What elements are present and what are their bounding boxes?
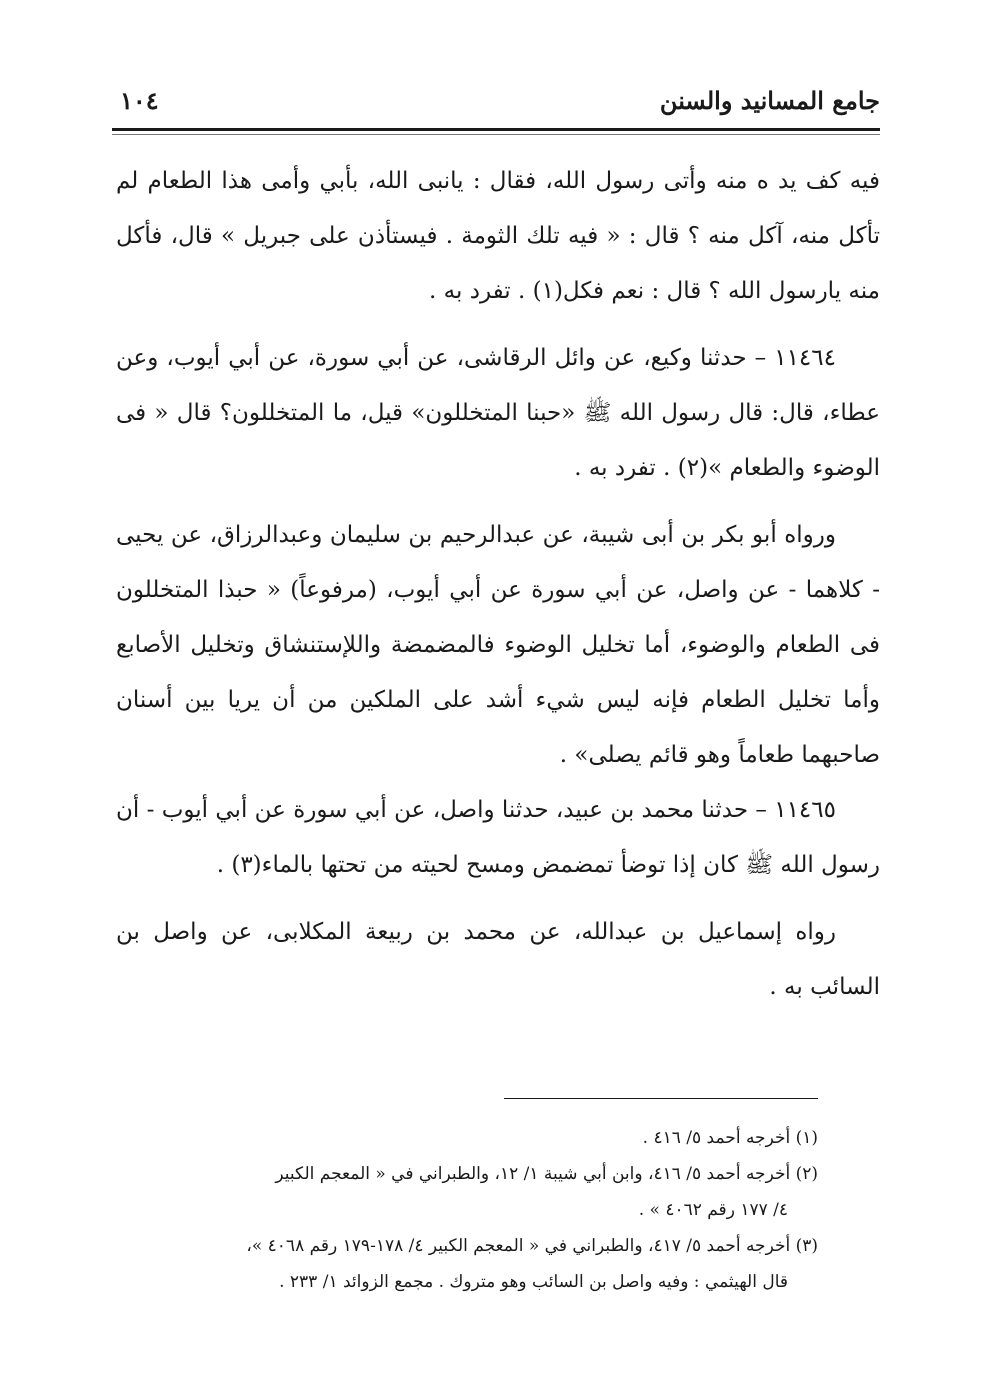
running-title: جامع المسانيد والسنن bbox=[659, 86, 880, 115]
paragraph-continuation: فيه كف يد ه منه وأتى رسول الله، فقال : يانبى الله، بأبي وأمى هذا الطعام لم تأكل منه، آكل منه ؟ قال : « فيه تلك الثومة . فيستأذن على جبريل » قال، فأكل منه يارسول الله ؟ قال : نعم فكل(١) . تفرد به . bbox=[116, 168, 880, 304]
header-rule bbox=[112, 128, 880, 131]
hadith-11465: ١١٤٦٥ – حدثنا محمد بن عبيد، حدثنا واصل، عن أبي سورة عن أبي أيوب - أن رسول الله ﷺ كان إذا توضأ تمضمض ومسح لحيته من تحتها بالماء(٣) . bbox=[116, 797, 880, 878]
footnote-rule bbox=[504, 1098, 818, 1099]
footnote-3-continuation: قال الهيثمي : وفيه واصل بن السائب وهو متروك . مجمع الزوائد ١/ ٢٣٣ . bbox=[279, 1272, 788, 1292]
page-header bbox=[112, 82, 880, 122]
hadith-11464: ١١٤٦٤ – حدثنا وكيع، عن وائل الرقاشى، عن أبي سورة، عن أبي أيوب، وعن عطاء، قال: قال رسول الله ﷺ «حبنا المتخللون» قيل، ما المتخللون؟ قال « فى الوضوء والطعام »(٢) . تفرد به . bbox=[116, 345, 880, 481]
footnotes bbox=[104, 1120, 818, 1300]
paragraph-narration-ismail: رواه إسماعيل بن عبدالله، عن محمد بن ربيعة المكلابى، عن واصل بن السائب به . bbox=[116, 919, 880, 1000]
footnote-2-continuation: ٤/ ١٧٧ رقم ٤٠٦٢ » . bbox=[638, 1200, 788, 1220]
footnote-1: (١) أخرجه أحمد ٥/ ٤١٦ . bbox=[642, 1128, 818, 1148]
header-rule-thin bbox=[112, 134, 880, 135]
main-text bbox=[116, 154, 880, 1015]
footnote-2: (٢) أخرجه أحمد ٥/ ٤١٦، وابن أبي شيبة ١/ ١٢، والطبراني في « المعجم الكبير bbox=[275, 1164, 818, 1184]
footnote-3: (٣) أخرجه أحمد ٥/ ٤١٧، والطبراني في « المعجم الكبير ٤/ ١٧٨-١٧٩ رقم ٤٠٦٨ »، bbox=[246, 1236, 818, 1256]
page-number: ١٠٤ bbox=[120, 86, 159, 115]
paragraph-narration-abu-bakr: ورواه أبو بكر بن أبى شيبة، عن عبدالرحيم بن سليمان وعبدالرزاق، عن يحيى - كلاهما - عن واصل، عن أبي سورة عن أبي أيوب، (مرفوعاً) « حبذا المتخللون فى الطعام والوضوء، أما تخليل الوضوء فالمضمضة واللإستنشاق وتخليل الأصابع وأما تخليل الطعام فإنه ليس شيء أشد على الملكين من أن يريا بين أسنان صاحبهما طعاماً وهو قائم يصلى» . bbox=[116, 522, 880, 768]
